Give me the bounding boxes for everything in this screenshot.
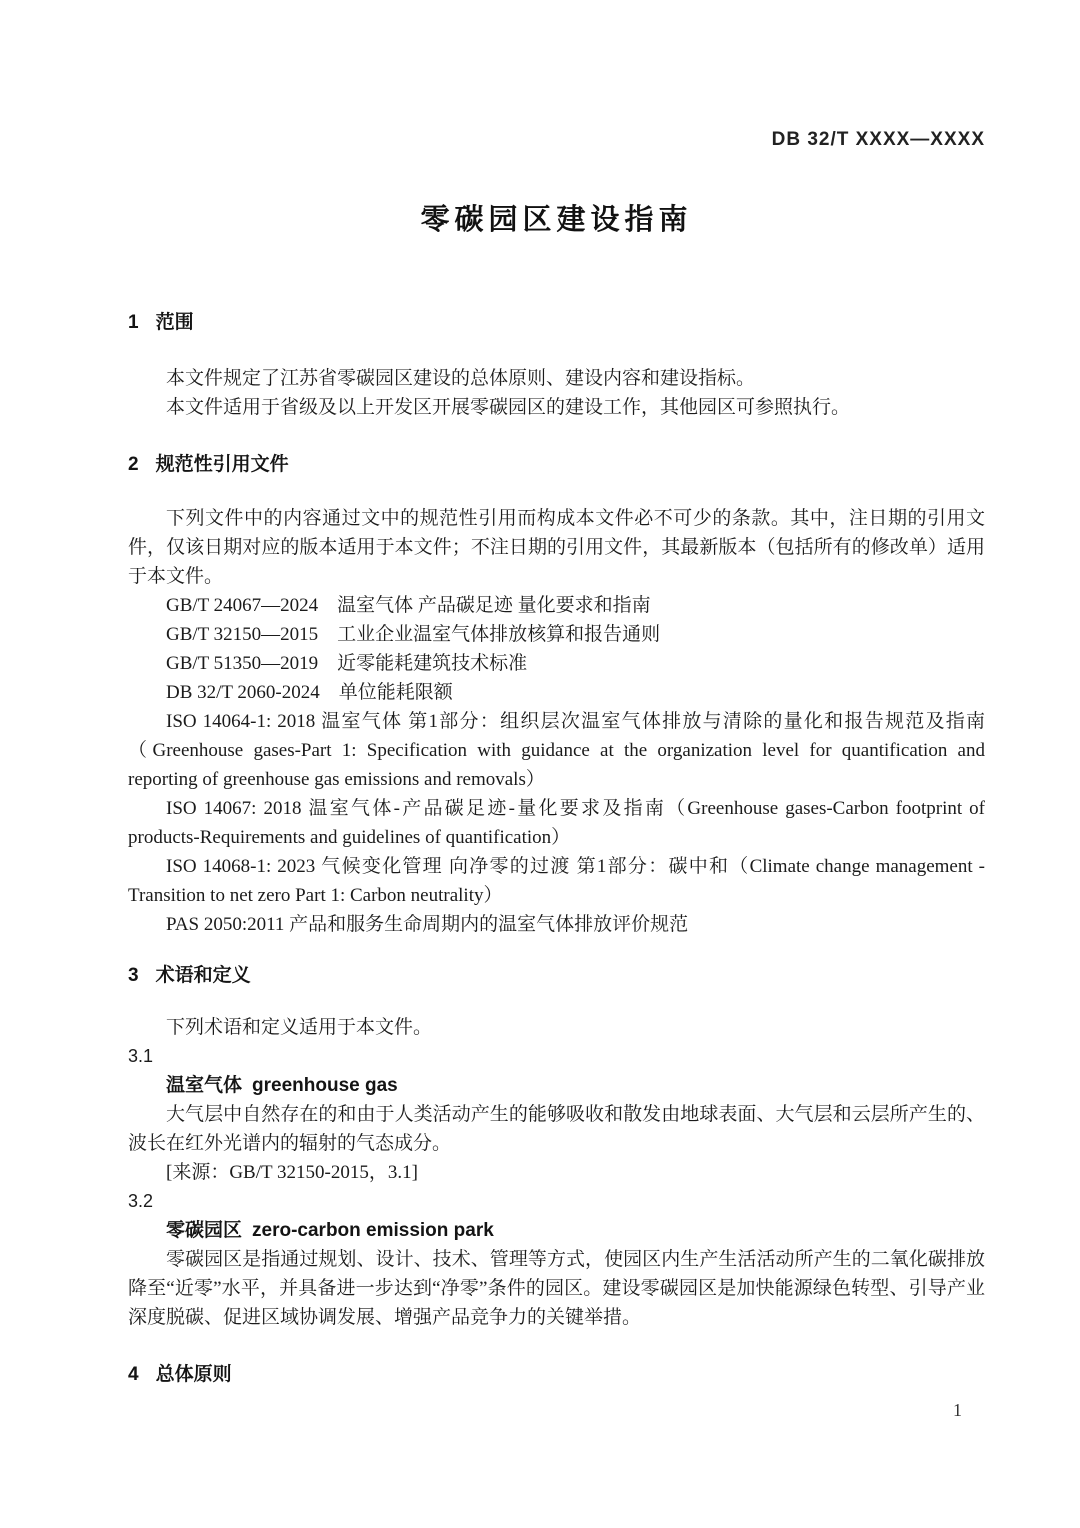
term-source: [来源：GB/T 32150-2015，3.1]: [166, 1162, 418, 1183]
section-3-terms-definitions: [128, 963, 985, 1332]
term-definition: 零碳园区是指通过规划、设计、技术、管理等方式，使园区内生产生活活动所产生的二氧化碳排放降至“近零”水平，并具备进一步达到“净零”条件的园区。建设零碳园区是加快能源绿色转型、引导产业深度脱碳、促进区域协调发展、增强产品竞争力的关键举措。: [128, 1249, 985, 1328]
section-2-number: 2: [128, 454, 139, 475]
references-intro: 下列文件中的内容通过文中的规范性引用而构成本文件必不可少的条款。其中，注日期的引用文件，仅该日期对应的版本适用于本文件；不注日期的引用文件，其最新版本（包括所有的修改单）适用于本文件。: [128, 508, 985, 587]
standard-code: DB 32/T XXXX—XXXX: [771, 129, 985, 150]
references-list: [128, 591, 985, 939]
term-name-cn: 零碳园区: [166, 1220, 243, 1241]
reference-item: GB/T 24067—2024 温室气体 产品碳足迹 量化要求和指南: [166, 595, 651, 616]
section-1-number: 1: [128, 312, 139, 333]
term-title: [128, 1216, 985, 1245]
section-4-general-principles: [128, 1362, 985, 1388]
term-title: [128, 1071, 985, 1100]
section-2-heading: [128, 452, 985, 478]
term-number: 3.2: [128, 1191, 154, 1211]
page-number: 1: [953, 1400, 962, 1420]
scope-paragraph-1: 本文件规定了江苏省零碳园区建设的总体原则、建设内容和建设指标。: [166, 368, 756, 389]
section-4-number: 4: [128, 1364, 139, 1385]
section-3-title: 术语和定义: [155, 965, 251, 986]
term-name-cn: 温室气体: [166, 1075, 243, 1096]
term-name-en: greenhouse gas: [252, 1075, 398, 1096]
reference-item: ISO 14064-1: 2018 温室气体 第1部分：组织层次温室气体排放与清除的量化和报告规范及指南（Greenhouse gases-Part 1: Specification with guidance at the organization level for quantification and reporting of greenhouse gas emissions and removals）: [128, 711, 985, 790]
term-name-en: zero-carbon emission park: [252, 1220, 494, 1241]
reference-item: ISO 14067: 2018 温室气体-产品碳足迹-量化要求及指南（Greenhouse gases-Carbon footprint of products-Requirements and guidelines of quantification）: [128, 798, 985, 848]
term-definition: 大气层中自然存在的和由于人类活动产生的能够吸收和散发由地球表面、大气层和云层所产生的、波长在红外光谱内的辐射的气态成分。: [128, 1104, 985, 1154]
reference-item: PAS 2050:2011 产品和服务生命周期内的温室气体排放评价规范: [166, 914, 689, 935]
document-title: 零碳园区建设指南: [420, 204, 693, 236]
section-2-normative-references: [128, 452, 985, 939]
section-1-scope: [128, 310, 985, 422]
section-3-number: 3: [128, 965, 139, 986]
term-number: 3.1: [128, 1046, 154, 1066]
reference-item: ISO 14068-1: 2023 气候变化管理 向净零的过渡 第1部分：碳中和（Climate change management - Transition to net zero Part 1: Carbon neutrality）: [128, 856, 985, 906]
reference-item: GB/T 51350—2019 近零能耗建筑技术标准: [166, 653, 528, 674]
reference-item: DB 32/T 2060-2024 单位能耗限额: [166, 682, 453, 703]
section-2-title: 规范性引用文件: [155, 454, 289, 475]
section-4-title: 总体原则: [155, 1364, 232, 1385]
section-1-title: 范围: [155, 312, 194, 333]
section-4-heading: [128, 1362, 985, 1388]
reference-item: GB/T 32150—2015 工业企业温室气体排放核算和报告通则: [166, 624, 661, 645]
section-1-heading: [128, 310, 985, 336]
terms-intro: 下列术语和定义适用于本文件。: [166, 1017, 433, 1038]
section-3-heading: [128, 963, 985, 989]
scope-paragraph-2: 本文件适用于省级及以上开发区开展零碳园区的建设工作，其他园区可参照执行。: [166, 397, 851, 418]
